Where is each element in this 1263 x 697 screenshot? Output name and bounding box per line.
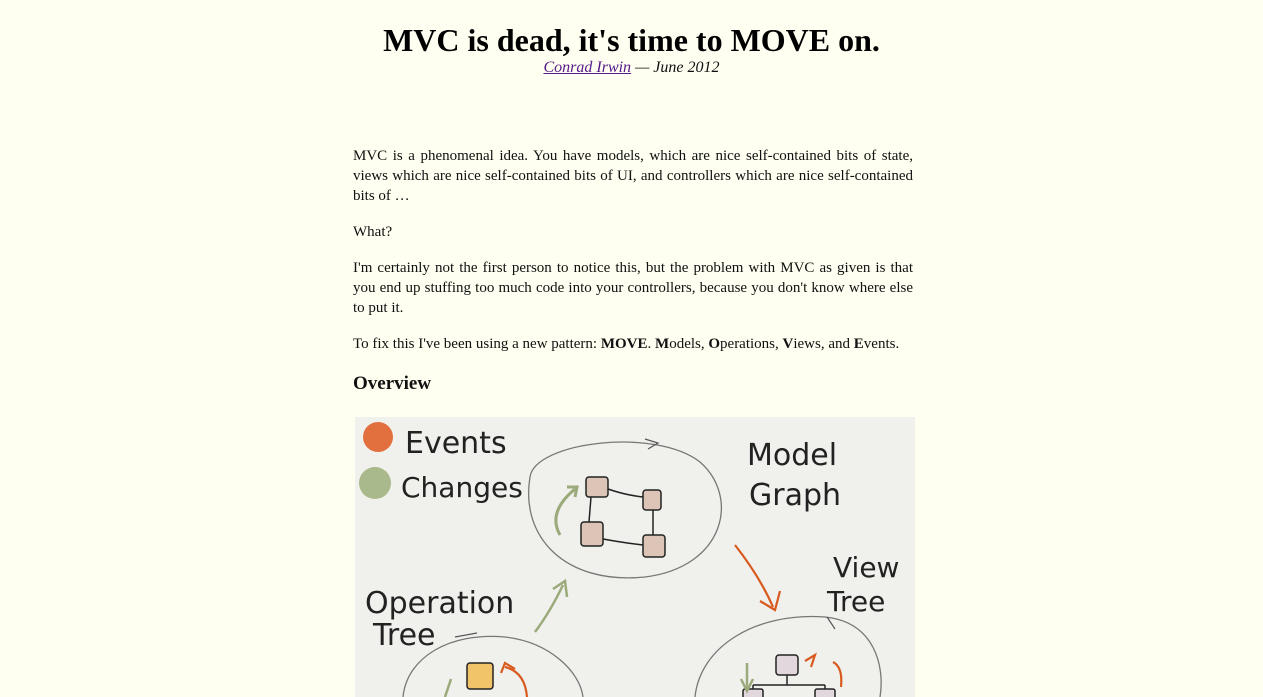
diagram-svg [355, 417, 915, 697]
move-intro-text: To fix this I've been using a new pattern: [353, 336, 601, 352]
publish-date: June 2012 [653, 59, 720, 76]
paragraph-move [353, 334, 913, 354]
operations-word: perations, [720, 336, 783, 352]
view-event-arrow [833, 662, 841, 687]
o-letter: O [708, 336, 721, 352]
model-graph-label-1: Model [747, 438, 838, 473]
events-word: vents. [863, 336, 900, 352]
model-graph-label-2: Graph [749, 478, 842, 513]
v-letter: V [782, 336, 794, 352]
m-letter: M [655, 336, 670, 352]
paragraph-what: What? [353, 224, 393, 240]
view-event-arrowhead [805, 655, 815, 667]
date-separator: — [631, 59, 654, 76]
legend-changes-label: Changes [401, 471, 523, 504]
operation-change-line [445, 679, 451, 697]
paragraph-intro: MVC is a phenomenal idea. You have models, which are nice self-contained bits of state, views which are nice self-contained bits of UI, and controllers which are nice self-contained bits of … [353, 148, 913, 204]
author-link[interactable]: Conrad Irwin [543, 59, 632, 76]
article-body [353, 146, 913, 416]
operation-tree-label-2: Tree [373, 618, 436, 653]
move-diagram-sketch [355, 417, 915, 697]
views-word: iews, and [793, 336, 854, 352]
page-title: MVC is dead, it's time to MOVE on. [383, 22, 880, 58]
operation-event-arrow [505, 667, 527, 697]
model-node [581, 522, 603, 546]
operation-tree-cycle-arrow [455, 633, 477, 637]
legend-events-label: Events [405, 426, 507, 461]
model-node [643, 535, 665, 557]
section-overview-heading: Overview [353, 373, 432, 394]
paragraph-problem: I'm certainly not the first person to notice this, but the problem with MVC as given is that you end up stuffing too much code into your controllers, because you don't know where else to put it. [353, 260, 913, 316]
view-node [815, 689, 835, 697]
view-node [776, 655, 798, 675]
view-tree-label-1: View [833, 551, 900, 584]
model-node [586, 477, 608, 497]
move-dot: . [647, 336, 656, 352]
operation-change-arrow [535, 585, 563, 632]
view-edges [753, 675, 825, 697]
model-node [643, 490, 661, 510]
article-header [0, 20, 1263, 78]
view-tree-label-2: Tree [827, 585, 886, 618]
change-arrow [556, 489, 575, 535]
operation-node [467, 663, 493, 689]
move-acronym: MOVE [600, 336, 648, 352]
models-word: odels, [669, 336, 709, 352]
event-arrow [735, 545, 773, 607]
changes-legend-swatch [359, 467, 391, 499]
e-letter: E [853, 336, 864, 352]
operation-tree-label-1: Operation [365, 586, 515, 621]
events-legend-swatch [363, 422, 393, 452]
byline [0, 58, 1263, 78]
